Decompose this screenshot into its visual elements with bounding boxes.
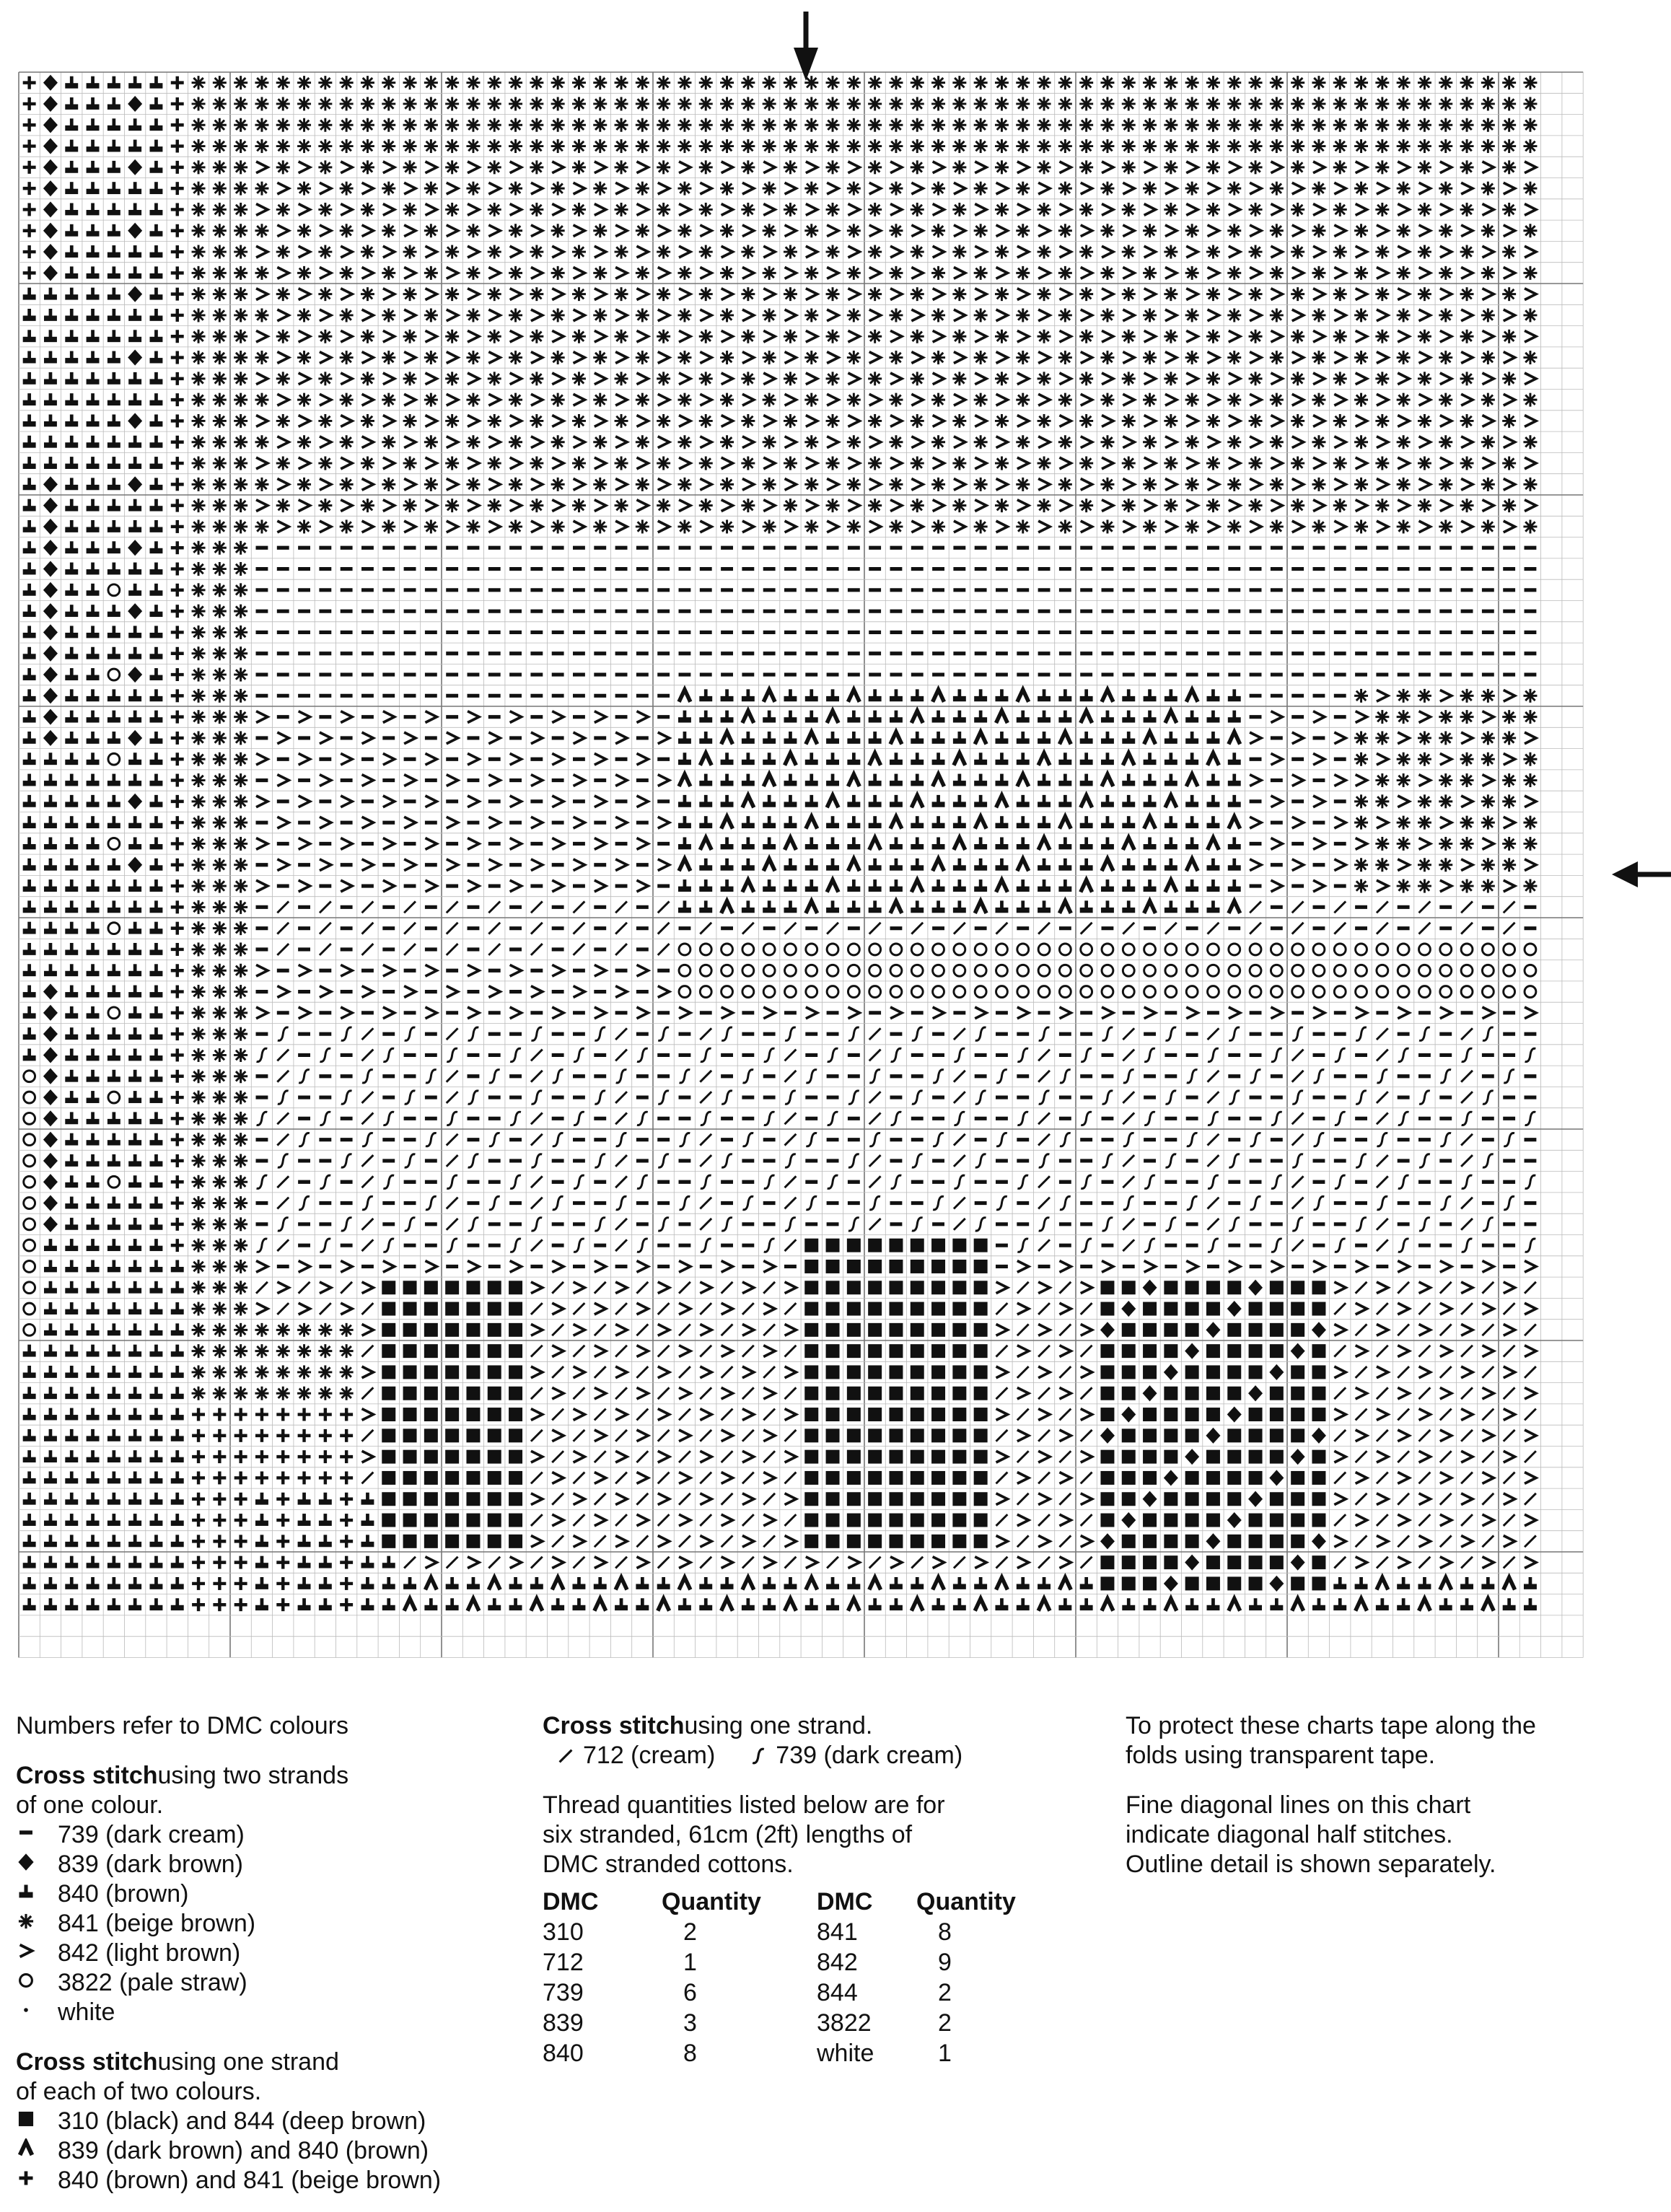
tape-note: To protect these charts tape along the folds using transparent tape. bbox=[1126, 1712, 1536, 1769]
legend-item-label: white bbox=[58, 1998, 115, 2026]
table-cell: 739 bbox=[543, 1978, 584, 2006]
two-strands-heading-line2: of one colour. bbox=[16, 1791, 164, 1819]
table-row bbox=[543, 1947, 1032, 1978]
caret-symbol-icon bbox=[16, 2138, 36, 2159]
table-header-row bbox=[543, 1887, 1032, 1917]
legend-item bbox=[16, 1998, 543, 2027]
table-row bbox=[543, 1917, 1032, 1947]
table-cell: 839 bbox=[543, 2009, 584, 2037]
table-cell: 8 bbox=[683, 2039, 697, 2067]
table-cell: 712 bbox=[543, 1948, 584, 1976]
legend-item bbox=[16, 2107, 543, 2136]
legend-item bbox=[16, 1968, 543, 1998]
legend-item bbox=[16, 1820, 543, 1850]
chart-notes bbox=[1126, 1711, 1659, 1879]
one-strand-items bbox=[543, 1741, 1091, 1770]
chart-grid bbox=[16, 69, 1632, 1693]
legend-intro: Numbers refer to DMC colours bbox=[16, 1712, 349, 1739]
legend-item bbox=[16, 1909, 543, 1939]
table-header: DMC bbox=[817, 1887, 873, 1915]
slash-symbol-icon bbox=[556, 1746, 576, 1766]
table-cell: 310 bbox=[543, 1918, 584, 1946]
legend-item-label: 739 (dark cream) bbox=[776, 1742, 963, 1769]
table-header: Quantity bbox=[662, 1887, 761, 1915]
center-column-arrow-icon bbox=[789, 10, 823, 82]
two-strands-heading: Cross stitch using two strands bbox=[16, 1762, 349, 1789]
table-cell: 844 bbox=[817, 1978, 858, 2006]
legend-item-label: 839 (dark brown) bbox=[58, 1851, 244, 1878]
table-cell: white bbox=[817, 2039, 874, 2067]
legend-item bbox=[16, 2136, 543, 2166]
legend-item-label: 840 (brown) and 841 (beige brown) bbox=[58, 2167, 442, 2194]
table-cell: 8 bbox=[938, 1918, 952, 1946]
legend-item-label: 310 (black) and 844 (deep brown) bbox=[58, 2107, 426, 2135]
plus-symbol-icon bbox=[16, 2168, 36, 2188]
legend-item-label: 841 (beige brown) bbox=[58, 1910, 256, 1937]
blend-heading-line2: of each of two colours. bbox=[16, 2078, 262, 2105]
dot-symbol-icon bbox=[16, 2000, 36, 2020]
table-cell: 840 bbox=[543, 2039, 584, 2067]
table-cell: 3822 bbox=[817, 2009, 872, 2037]
table-cell: 9 bbox=[938, 1948, 952, 1976]
table-row bbox=[543, 1978, 1032, 2008]
block-symbol-icon bbox=[16, 1882, 36, 1902]
legend-item bbox=[16, 1850, 543, 1879]
table-row bbox=[543, 2008, 1032, 2038]
diamond-symbol-icon bbox=[16, 1852, 36, 1872]
dash-symbol-icon bbox=[16, 1822, 36, 1843]
thread-quantity-table bbox=[543, 1887, 1032, 2068]
blend-heading: Cross stitch using one strand bbox=[16, 2048, 339, 2076]
legend-item bbox=[16, 1879, 543, 1909]
symbol-key bbox=[16, 1711, 543, 2195]
table-cell: 1 bbox=[938, 2039, 952, 2067]
square-symbol-icon bbox=[16, 2109, 36, 2129]
s-curve-symbol-icon bbox=[748, 1746, 768, 1766]
table-cell: 842 bbox=[817, 1948, 858, 1976]
circle-symbol-icon bbox=[16, 1970, 36, 1991]
one-strand-key bbox=[543, 1711, 1091, 2068]
legend-item-label: 739 (dark cream) bbox=[58, 1821, 245, 1848]
legend-item-label: 842 (light brown) bbox=[58, 1939, 241, 1967]
table-cell: 2 bbox=[938, 2009, 952, 2037]
legend-item-label: 712 (cream) bbox=[583, 1742, 716, 1769]
thread-note: Thread quantities listed below are for six stranded, 61cm (2ft) lengths of DMC stranded cottons. bbox=[543, 1791, 945, 1878]
table-cell: 3 bbox=[683, 2009, 697, 2037]
table-cell: 1 bbox=[683, 1948, 697, 1976]
table-cell: 2 bbox=[683, 1918, 697, 1946]
one-strand-heading: Cross stitch using one strand. bbox=[543, 1712, 873, 1739]
table-header: DMC bbox=[543, 1887, 599, 1915]
legend-item bbox=[16, 2166, 543, 2195]
asterisk-symbol-icon bbox=[16, 1911, 36, 1931]
half-stitch-note: Fine diagonal lines on this chart indicate diagonal half stitches. Outline detail is shown separately. bbox=[1126, 1791, 1496, 1878]
legend-item-label: 839 (dark brown) and 840 (brown) bbox=[58, 2137, 429, 2164]
table-header: Quantity bbox=[916, 1887, 1016, 1915]
greater-than-symbol-icon bbox=[16, 1941, 36, 1961]
table-row bbox=[543, 2038, 1032, 2068]
table-cell: 2 bbox=[938, 1978, 952, 2006]
cross-stitch-chart bbox=[16, 69, 1632, 1693]
legend-item bbox=[16, 1939, 543, 1968]
legend-item-label: 3822 (pale straw) bbox=[58, 1969, 247, 1996]
table-cell: 6 bbox=[683, 1978, 697, 2006]
legend-item-label: 840 (brown) bbox=[58, 1880, 189, 1908]
center-row-arrow-icon bbox=[1610, 859, 1671, 890]
table-cell: 841 bbox=[817, 1918, 858, 1946]
